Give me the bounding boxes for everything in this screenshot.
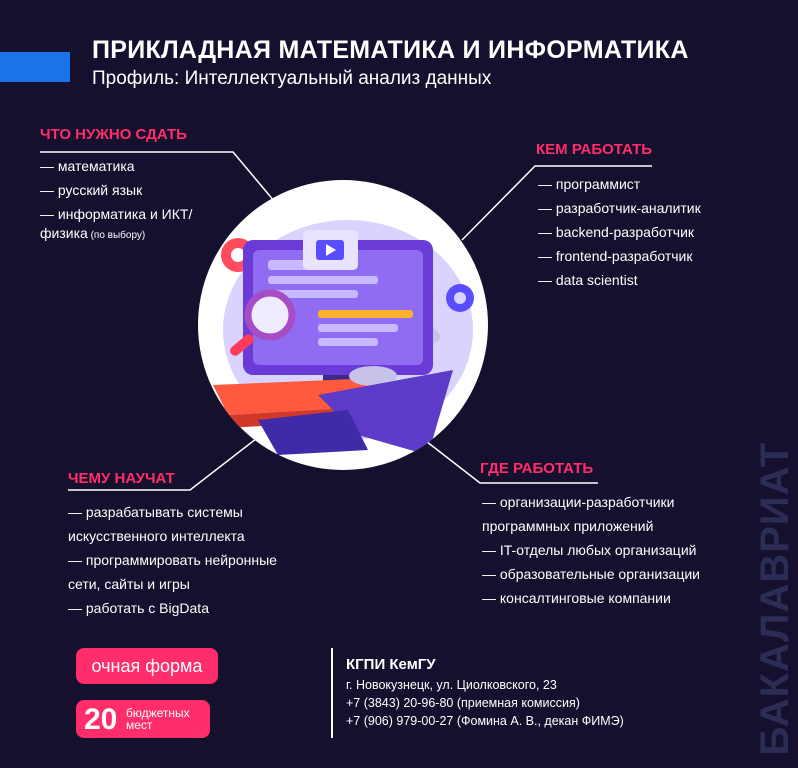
list-item: — разрабатывать системы <box>68 504 243 520</box>
list-item: — IT-отделы любых организаций <box>482 542 697 558</box>
list-item: сети, сайты и игры <box>68 576 190 592</box>
contacts-block <box>346 676 624 730</box>
list-item: — математика <box>40 158 135 174</box>
careers-list <box>538 172 701 292</box>
workplaces-heading: ГДЕ РАБОТАТЬ <box>480 460 594 477</box>
phone-dean: +7 (906) 979-00-27 (Фомина А. В., декан ФИМЭ) <box>346 714 624 728</box>
address: г. Новокузнецк, ул. Циолковского, 23 <box>346 678 557 692</box>
workplaces-list <box>482 490 700 610</box>
list-item: физика (по выбору) <box>40 225 146 241</box>
seats-label-line1: бюджетных <box>126 706 190 720</box>
list-item: — информатика и ИКТ/ <box>40 206 193 222</box>
study-form-badge: очная форма <box>76 648 218 684</box>
list-item: — разработчик-аналитик <box>538 200 701 216</box>
list-item: — организации-разработчики <box>482 494 675 510</box>
careers-heading: КЕМ РАБОТАТЬ <box>536 141 653 158</box>
list-item: — программист <box>538 176 641 192</box>
phone-admissions: +7 (3843) 20-96-80 (приемная комиссия) <box>346 696 580 710</box>
page-subtitle: Профиль: Интеллектуальный анализ данных <box>92 68 492 89</box>
exams-list <box>40 154 192 243</box>
degree-side-label: БАКАЛАВРИАТ <box>752 442 797 756</box>
list-item: программных приложений <box>482 518 654 534</box>
list-item: искусственного интеллекта <box>68 528 245 544</box>
computer-workstation-illustration <box>198 180 488 470</box>
budget-seats-badge <box>76 700 210 738</box>
list-item: — frontend-разработчик <box>538 248 693 264</box>
seats-label-line2: мест <box>126 718 153 732</box>
list-item: — программировать нейронные <box>68 552 277 568</box>
list-item: — data scientist <box>538 272 638 288</box>
list-item: — образовательные организации <box>482 566 700 582</box>
exams-heading: ЧТО НУЖНО СДАТЬ <box>40 126 187 143</box>
list-item: — backend-разработчик <box>538 224 695 240</box>
skills-heading: ЧЕМУ НАУЧАТ <box>68 470 175 487</box>
accent-bar <box>0 52 70 82</box>
contacts-divider <box>331 648 333 738</box>
list-item: — русский язык <box>40 182 143 198</box>
list-item: — работать с BigData <box>68 600 209 616</box>
seats-number: 20 <box>84 703 118 736</box>
organization-name: КГПИ КемГУ <box>346 656 436 673</box>
page-title: ПРИКЛАДНАЯ МАТЕМАТИКА И ИНФОРМАТИКА <box>92 36 689 64</box>
list-item: — консалтинговые компании <box>482 590 671 606</box>
skills-list <box>68 500 277 620</box>
